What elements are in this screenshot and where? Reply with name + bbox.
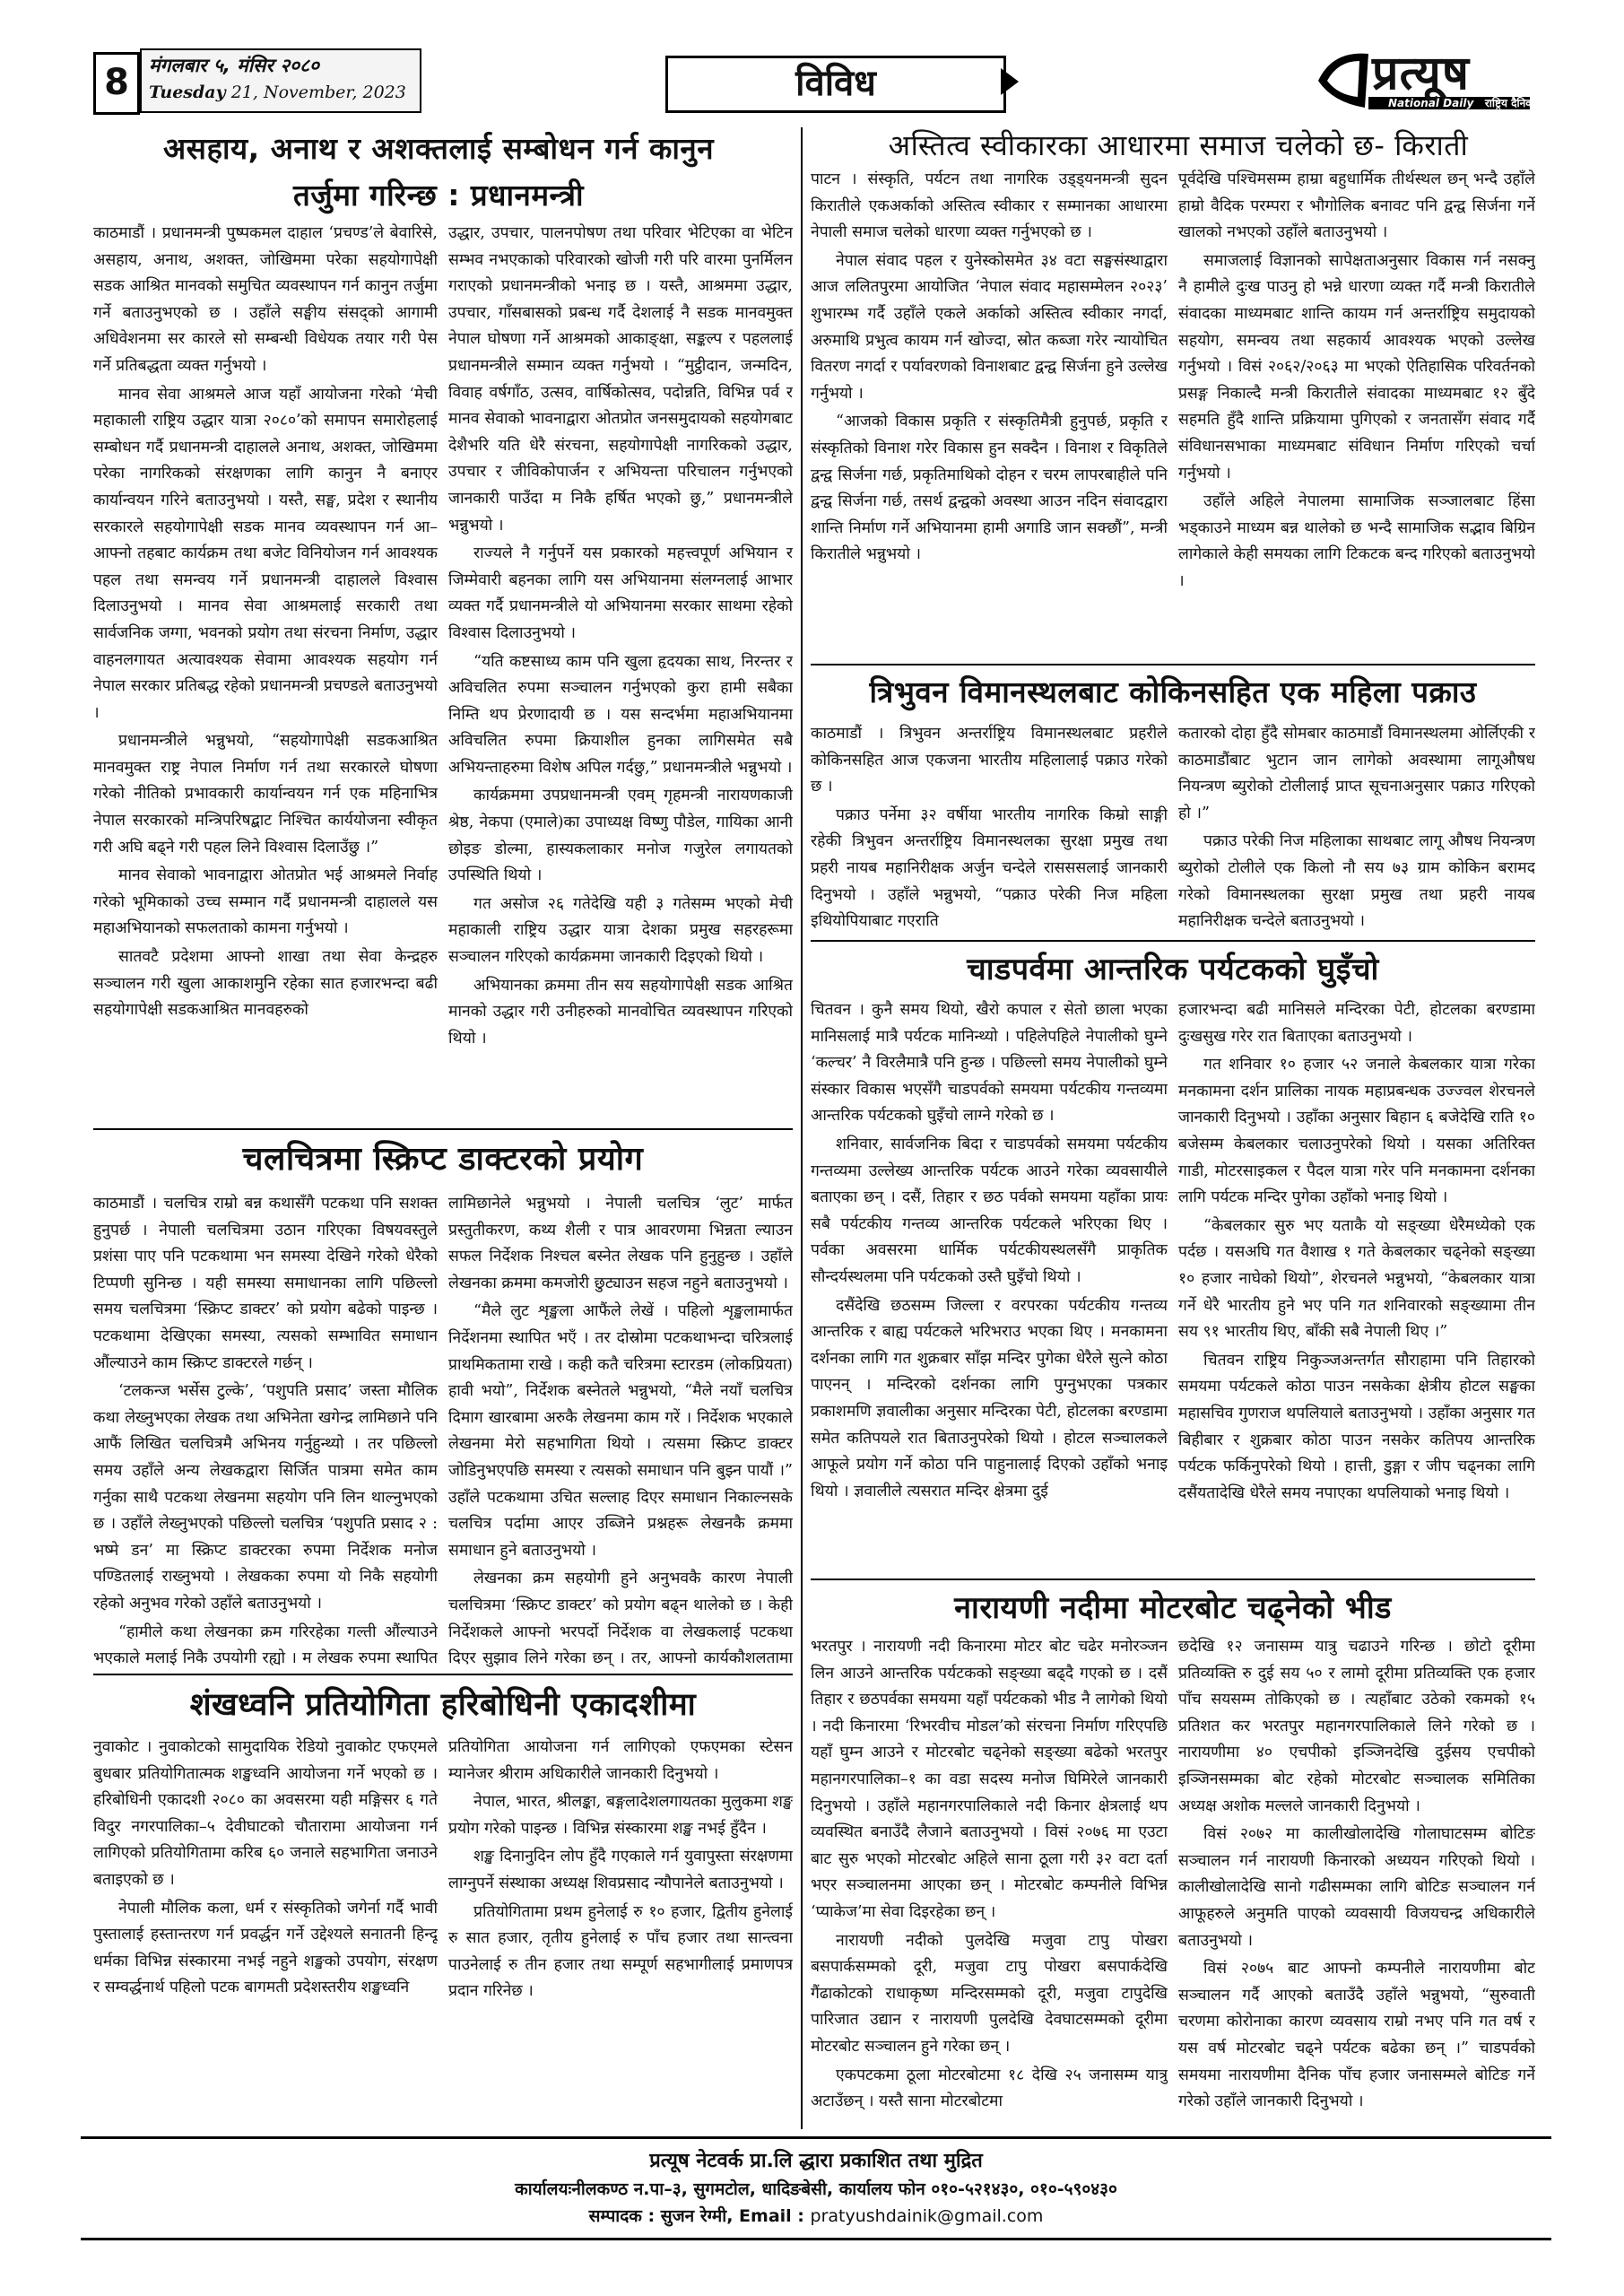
logo-subtitle: [1388, 95, 1533, 110]
pm-column-2: [448, 221, 793, 1124]
kirati-p4: पूर्वदेखि पश्चिमसम्म हाम्रा बहुधार्मिक तीर्थस्थल छन् भन्दै उहाँले हाम्रो वैदिक परम्परा र भौगोलिक बनावट पनि द्वन्द्व सिर्जना गर्ने खालको नभएको उहाँले बताउनुभयो ।: [1178, 170, 1535, 242]
film-headline: चलचित्रमा स्क्रिप्ट डाक्टरको प्रयोग: [242, 1141, 644, 1178]
shankha-p4: नेपाल, भारत, श्रीलङ्का, बङ्गलादेशलगायतका मुलुकमा शङ्ख प्रयोग गरेको पाइन्छ । विभिन्न संस्कारमा शङ्ख नभई हुँदैन ।: [448, 1793, 793, 1838]
pm-p10: गत असोज २६ गतेदेखि यही ३ गतेसम्म भएको मेची महाकाली राष्ट्रिय उद्धार यात्रा देशका प्रमुख सहरहरूमा सञ्चालन गरिएको कार्यक्रममा जानकारी दिइएको थियो ।: [448, 894, 793, 967]
boat-headline: नारायणी नदीमा मोटरबोट चढ्नेको भीड: [954, 1590, 1392, 1626]
boat-column-2: [1178, 1634, 1535, 2129]
kirati-column-1: [811, 167, 1168, 658]
logo-sub-np: राष्ट्रिय दैनिक: [1484, 97, 1534, 109]
airport-divider: [811, 664, 1535, 665]
page-number: 8: [93, 52, 140, 115]
date-nepali: मंगलबार ५, मंसिर २०८०: [149, 55, 319, 76]
shankha-column-1: [93, 1735, 438, 2129]
chhath-p6: “केबलकार सुरु भए यताकै यो सङ्ख्या धेरैमध्येको एक पर्दछ । यसअघि गत वैशाख १ गते केबलकार चढ्नेको सङ्ख्या १० हजार नाघेको थियो”, शेरचनले भन्नुभयो, “केबलकार यात्रा गर्ने धेरै भारतीय हुने भए पनि गत शनिवारको सङ्ख्यामा तीन सय ९१ भारतीय थिए, बाँकी सबै नेपाली थिए ।”: [1178, 1216, 1535, 1342]
shankha-headline: शंखध्वनि प्रतियोगिता हरिबोधिनी एकादशीमा: [189, 1687, 697, 1723]
film-p6: लेखनका क्रम सहयोगी हुने अनुभवकै कारण नेपाली चलचित्रमा ‘स्क्रिप्ट डाक्टर’ को प्रयोग बढ्न थालेको छ । केही निर्देशकले आफ्नो भरपर्दो निर्देशक वा लेखकलाई पटकथा दिएर सुझाव लिने गरेका छन् । तर, आफ्नो कार्यकौशलतामा: [448, 1570, 793, 1668]
chhath-p1: चितवन । कुनै समय थियो, खैरो कपाल र सेतो छाला भएका मानिसलाई मात्रै पर्यटक मानिन्थ्यो । पहिलेपहिले नेपालीको घुम्ने ‘कल्चर’ नै विरलैमात्रै पनि हुन्छ । पछिल्लो समय नेपालीको घुम्ने संस्कार विकास भएसँगै चाडपर्वको समयमा पर्यटकीय गन्तव्यमा आन्तरिक पर्यटकको घुइँचो लाग्ने गरेको छ ।: [811, 1001, 1168, 1126]
kirati-p3: “आजको विकास प्रकृति र संस्कृतिमैत्री हुनुपर्छ, प्रकृति र संस्कृतिको विनाश गरेर विकास हुन सक्दैन । विनाश र विकृतिले द्वन्द्व सिर्जना गर्छ, प्रकृतिमाथिको दोहन र चरम लापरबाहीले पनि द्वन्द्व सिर्जना गर्छ, तसर्थ द्वन्द्वको अवस्था आउन नदिन संवादद्वारा शान्ति निर्माण गर्ने अभियानमा हामी अगाडि जान सक्छौं”, मन्त्री किरातीले भन्नुभयो ।: [811, 413, 1168, 564]
shankha-column-2: [448, 1735, 793, 2129]
film-divider: [93, 1128, 793, 1130]
boat-divider: [811, 1578, 1535, 1580]
film-p5: “मैले लुट शृङ्खला आफैंले लेखें । पहिलो शृङ्खलामार्फत निर्देशनमा स्थापित भएँ । तर दोस्रोमा पटकथाभन्दा चरित्रलाई प्राथमिकतामा राखे । कही कतै चरित्रमा स्टारडम (लोकप्रियता) हावी भयो”, निर्देशक बस्नेतले भन्नुभयो, “मैले नयाँ चलचित्र दिमाग खारबामा अरुकै लेखनमा काम गरें । निर्देशक भएकाले लेखनमा मेरो सहभागिता थियो । त्यसमा स्क्रिप्ट डाक्टर जोडिनुभएपछि समस्या र त्यसको समाधान पनि बुझ्न पायौं ।” उहाँले पटकथामा उचित सल्लाह दिएर समाधान निकाल्नसके चलचित्र पर्दामा आएर उब्जिने प्रश्नहरू लेखनकै क्रममा समाधान हुने बताउनुभयो ।: [448, 1302, 793, 1560]
pm-p9: कार्यक्रममा उपप्रधानमन्त्री एवम् गृहमन्त्री नारायणकाजी श्रेष्ठ, नेकपा (एमाले)का उपाध्यक्ष विष्णु पौडेल, गायिका आनी छोइङ डोल्मा, हास्यकलाकार मनोज गजुरेल लगायतको उपस्थिति थियो ।: [448, 787, 793, 885]
chhath-p2: शनिवार, सार्वजनिक बिदा र चाडपर्वको समयमा पर्यटकीय गन्तव्यमा उल्लेख्य आन्तरिक पर्यटक आउने गरेका व्यवसायीले बताएका छन् । दसैं, तिहार र छठ पर्वको समयमा यहाँका प्रायः सबै पर्यटकीय गन्तव्य आन्तरिक पर्यटकले भरिएका थिए । पर्वका अवसरमा धार्मिक पर्यटकीयस्थलसँगै प्राकृतिक सौन्दर्यस्थलमा पनि पर्यटकको उस्तै घुइँचो थियो ।: [811, 1135, 1168, 1286]
pm-p6: उद्धार, उपचार, पालनपोषण तथा परिवार भेटिएका वा भेटिन सम्भव नभएकाको परिवारको खोजी गरी परि वारमा पुनर्मिलन गराएको प्रधानमन्त्रीको भनाइ छ । यस्तै, आश्रममा उद्धार, उपचार, गाँसबासको प्रबन्ध गर्दै देशलाई नै सडक मानवमुक्त नेपाल घोषणा गर्ने आश्रमको आकाङ्क्षा, सङ्कल्प र पहललाई प्रधानमन्त्रीले सम्मान व्यक्त गर्नुभयो । “मुट्ठीदान, जन्मदिन, विवाह वर्षगाँठ, उत्सव, वार्षिकोत्सव, पदोन्नति, विभिन्न पर्व र मानव सेवाको भावनाद्वारा ओतप्रोत जनसमुदायको सहयोगबाट देशैभरि यति धेरै संरचना, सहयोगापेक्षी नागरिकको उद्धार, उपचार र जीविकोपार्जन र अभियन्ता परिचालन गर्नुभएको जानकारी पाउँदा म निकै हर्षित भएको छु,” प्रधानमन्त्रीले भन्नुभयो ।: [448, 224, 793, 535]
pm-p4: मानव सेवाको भावनाद्वारा ओतप्रोत भई आश्रमले निर्वाह गरेको भूमिकाको उच्च सम्मान गर्दै प्रधानमन्त्री दाहालले यस महाअभियानको सफलताको कामना गर्नुभयो ।: [93, 866, 438, 938]
shankha-p6: प्रतियोगितामा प्रथम हुनेलाई रु १० हजार, द्वितीय हुनेलाई रु सात हजार, तृतीय हुनेलाई रु पाँच हजार तथा सान्त्वना पाउनेलाई रु तीन हजार तथा सम्पूर्ण सहभागीलाई प्रमाणपत्र प्रदान गरिनेछ ।: [448, 1902, 793, 2001]
boat-p3: एकपटकमा ठूला मोटरबोटमा १८ देखि २५ जनासम्म यात्रु अटाउँछन् । यस्तै साना मोटरबोटमा: [811, 2066, 1168, 2111]
airport-p4: पक्राउ परेकी निज महिलाका साथबाट लागू औषध नियन्त्रण ब्युरोको टोलीले एक किलो नौ सय ७३ ग्राम कोकिन बरामद गरेको विमानस्थलका सुरक्षा प्रमुख तथा प्रहरी नायब महानिरीक्षक चन्देले बताउनुभयो ।: [1178, 832, 1535, 931]
boat-p5: विसं २०७२ मा कालीखोलादेखि गोलाघाटसम्म बोटिङ सञ्चालन गर्न नारायणी किनारको अध्ययन गरिएको थियो । कालीखोलादेखि सानो गढीसम्मका लागि बोटिङ सञ्चालन गर्न आफूहरुले अनुमति पाएको व्यवसायी विजयचन्द्र अधिकारीले बताउनुभयो ।: [1178, 1825, 1535, 1950]
film-column-2: [448, 1191, 793, 1668]
section-title: विविध: [665, 56, 1006, 113]
boat-p1: भरतपुर । नारायणी नदी किनारमा मोटर बोट चढेर मनोरञ्जन लिन आउने आन्तरिक पर्यटकको सङ्ख्या बढ्दै गएको छ । दसैं तिहार र छठपर्वका समयमा यहाँ पर्यटकको भीड नै लागेको थियो । नदी किनारमा ‘रिभरवीच मोडल’को संरचना निर्माण गरिएपछि यहाँ घुम्न आउने र मोटरबोट चढ्नेको सङ्ख्या बढेको भरतपुर महानगरपालिका–१ का वडा सदस्य मनोज घिमिरेले जानकारी दिनुभयो । उहाँले महानगरपालिकाले नदी किनार क्षेत्रलाई थप व्यवस्थित बनाउँदै लैजाने बताउनुभयो । विसं २०७६ मा एउटा बाट सुरु भएको मोटरबोट अहिले साना ठूला गरी ३२ वटा दर्ता भएर सञ्चालनमा आएका छन् । मोटरबोट कम्पनीले विभिन्न ‘प्याकेज’मा सेवा दिइरहेका छन् ।: [811, 1638, 1168, 1921]
chhath-p3: दसैंदेखि छठसम्म जिल्ला र वरपरका पर्यटकीय गन्तव्य आन्तरिक र बाह्य पर्यटकले भरिभराउ भएका थिए । मनकामना दर्शनका लागि गत शुक्रबार साँझ मन्दिर पुगेका धेरैले सुत्ने कोठा पाएनन् । मन्दिरको दर्शनका लागि पुग्नुभएका पत्रकार प्रकाशमणि ज्ञवालीका अनुसार मन्दिरका पेटी, होटलका बरण्डामा समेत कतिपयले रात बिताउनुपरेको थियो । होटल सञ्चालकले आफूले प्रयोग गर्ने कोठा पनि पाहुनालाई दिएको उहाँको भनाइ थियो । ज्ञवालीले त्यसरात मन्दिर क्षेत्रमा दुई: [811, 1296, 1168, 1500]
film-p1: काठमाडौं । चलचित्र राम्रो बन्न कथासँगै पटकथा पनि सशक्त हुनुपर्छ । नेपाली चलचित्रमा उठान गरिएका विषयवस्तुले प्रशंसा पाए पनि पटकथामा भन समस्या देखिने गरेको धेरैको टिप्पणी सुनिन्छ । यही समस्या समाधानका लागि पछिल्लो समय चलचित्रमा ‘स्क्रिप्ट डाक्टर’ को प्रयोग बढेको पाइन्छ । पटकथामा देखिएका समस्या, त्यसको सम्भावित समाधान औंल्याउने काम स्क्रिप्ट डाक्टरले गर्छन् ।: [93, 1195, 438, 1372]
footer-publisher: प्रत्यूष नेटवर्क प्रा.लि द्धारा प्रकाशित तथा मुद्रित: [649, 2150, 983, 2172]
airport-column-1: [811, 721, 1168, 936]
pm-p2: मानव सेवा आश्रमले आज यहाँ आयोजना गरेको ‘मेची महाकाली राष्ट्रिय उद्धार यात्रा २०८०’को समापन समारोहलाई सम्बोधन गर्दै प्रधानमन्त्री दाहालले अनाथ, अशक्त, जोखिममा परेका नागरिकको संरक्षणका लागि कानुन नै बनाएर कार्यान्वयन गरिने बताउनुभयो । यस्तै, सङ्घ, प्रदेश र स्थानीय सरकारले सहयोगापेक्षी सडक मानव व्यवस्थापन गर्न आ–आफ्नो तहबाट कार्यक्रम तथा बजेट विनियोजन गर्न आवश्यक पहल तथा समन्वय गर्ने प्रधानमन्त्री दाहालले विश्वास दिलाउनुभयो । मानव सेवा आश्रमलाई सरकारी तथा सार्वजनिक जग्गा, भवनको प्रयोग तथा संरचना निर्माण, उद्धार वाहनलगायत अत्यावश्यक सेवामा आवश्यक सहयोग गर्न नेपाल सरकार प्रतिबद्ध रहेको प्रधानमन्त्री प्रचण्डले बताउनुभयो ।: [93, 385, 438, 722]
shankha-divider: [93, 1674, 793, 1675]
kirati-p6: उहाँले अहिले नेपालमा सामाजिक सञ्जालबाट हिंसा भड्काउने माध्यम बन्न थालेको छ भन्दै सामाजिक सद्भाव बिग्रिन लागेकाले केही समयका लागि टिकटक बन्द गरिएको बताउनुभयो ।: [1178, 492, 1535, 590]
pm-p8: “यति कष्टसाध्य काम पनि खुला हृदयका साथ, निरन्तर र अविचलित रुपमा सञ्चालन गर्नुभएको कुरा हामी सबैका निम्ति थप प्रेरणादायी छ । यस सन्दर्भमा महाअभियानमा अविचलित रुपमा क्रियाशील हुनका लागिसमेत सबै अभियन्ताहरुमा विशेष अपिल गर्दछु,” प्रधानमन्त्रीले भन्नुभयो ।: [448, 652, 793, 777]
chhath-p5: गत शनिवार १० हजार ५२ जनाले केबलकार यात्रा गरेका मनकामना दर्शन प्रालिका नायक महाप्रबन्धक उज्ज्वल शेरचनले जानकारी दिनुभयो । उहाँका अनुसार बिहान ६ बजेदेखि राति १० बजेसम्म केबलकार चलाउनुपरेको थियो । यसका अतिरिक्त गाडी, मोटरसाइकल र पैदल यात्रा गरेर पनि मनकामना दर्शनका लागि पर्यटक मन्दिर पुगेका उहाँको भनाइ थियो ।: [1178, 1056, 1535, 1207]
boat-p4: छदेखि १२ जनासम्म यात्रु चढाउने गरिन्छ । छोटो दूरीमा प्रतिव्यक्ति रु दुई सय ५० र लामो दूरीमा प्रतिव्यक्ति एक हजार पाँच सयसम्म तोकिएको छ । त्यहाँबाट उठेको रकमको १५ प्रतिशत कर भरतपुर महानगरपालिकाले लिने गरेको छ । नारायणीमा ४० एचपीको इञ्जिनदेखि दुईसय एचपीको इञ्जिनसम्मका बोट रहेको मोटरबोट सञ्चालक समितिका अध्यक्ष अशोक मल्लले जानकारी दिनुभयो ।: [1178, 1638, 1535, 1815]
boat-p2: नारायणी नदीको पुलदेखि मजुवा टापु पोखरा बसपार्कसम्मको दूरी, मजुवा टापु पोखरा बसपार्कदेखि गैंढाकोटको राधाकृष्ण मन्दिरसम्मको दूरी, मजुवा टापुदेखि पारिजात उद्यान र नारायणी पुलदेखि देवघाटसम्मको दूरीमा मोटरबोट सञ्चालन हुने गरेका छन् ।: [811, 1931, 1168, 2056]
film-column-1: [93, 1191, 438, 1668]
footer-address: कार्यालयःनीलकण्ठ न.पा–३, सुगमटोल, धादिङबेसी, कार्यालय फोन ०१०-५२१४३०, ०१०-५९०४३०: [515, 2179, 1117, 2199]
shankha-p2: नेपाली मौलिक कला, धर्म र संस्कृतिको जगेर्ना गर्दै भावी पुस्तालाई हस्तान्तरण गर्न प्रवर्द्धन गर्ने उद्देश्यले सनातनी हिन्दू धर्मका विभिन्न संस्कारमा नभई नहुने शङ्खको उपयोग, संरक्षण र सम्वर्द्धनार्थ पहिलो पटक बागमती प्रदेशस्तरीय शङ्खध्वनि: [93, 1899, 438, 1997]
date-english: [149, 83, 406, 102]
pm-p3: प्रधानमन्त्रीले भन्नुभयो, “सहयोगापेक्षी सडकआश्रित मानवमुक्त राष्ट्र नेपाल निर्माण गर्न तथा सरकारले घोषणा गरेको नीतिको प्रभावकारी कार्यान्वयन गर्न एक महिनाभित्र नेपाल सरकारको मन्त्रिपरिषद्बाट निश्चित कार्ययोजना स्वीकृत गरी अघि बढ्ने गरी पहल लिने विश्वास दिलाउँछु ।”: [93, 732, 438, 857]
airport-headline: त्रिभुवन विमानस्थलबाट कोकिनसहित एक महिला पक्राउ: [869, 674, 1477, 709]
date-english-day: Tuesday: [149, 83, 226, 102]
footer: [81, 2136, 1551, 2240]
film-p3: “हामीले कथा लेखनका क्रम गरिरहेका गल्ती औंल्याउने भएकाले मलाई निकै उपयोगी रह्यो । म लेखक रुपमा स्थापित: [93, 1622, 438, 1668]
pm-headline-2: तर्जुमा गरिन्छ : प्रधानमन्त्री: [292, 178, 585, 213]
shankha-p1: नुवाकोट । नुवाकोटको सामुदायिक रेडियो नुवाकोट एफएमले बुधबार प्रतियोगितात्मक शङ्खध्वनि आयोजना गर्ने भएको छ । हरिबोधिनी एकादशी २०८० का अवसरमा यही मङ्गिसर ६ गते विदुर नगरपालिका–५ देवीघाटको चौतारामा आयोजना गर्न लागिएको प्रतियोगितामा करिब ६० जनाले सहभागिता जनाउने बताइएको छ ।: [93, 1738, 438, 1889]
boat-column-1: [811, 1634, 1168, 2129]
shankha-p5: शङ्ख दिनानुदिन लोप हुँदै गएकाले गर्न युवापुस्ता संरक्षणमा लाग्नुपर्ने संस्थाका अध्यक्ष शिवप्रसाद न्यौपानेले बताउनुभयो ।: [448, 1848, 793, 1892]
film-p4: लामिछानेले भन्नुभयो । नेपाली चलचित्र ‘लुट’ मार्फत प्रस्तुतीकरण, कथ्य शैली र पात्र आवरणमा भिन्नता ल्याउन सफल निर्देशक निश्चल बस्नेत लेखक पनि हुनुहुन्छ । उहाँले लेखनका क्रममा कमजोरी छुट्याउन सहज नहुने बताउनुभयो ।: [448, 1195, 793, 1292]
kirati-column-2: [1178, 167, 1535, 658]
chhath-column-1: [811, 997, 1168, 1575]
footer-email-link[interactable]: pratyushdainik@gmail.com: [810, 2206, 1044, 2226]
kirati-headline: अस्तित्व स्वीकारका आधारमा समाज चलेको छ- किराती: [888, 128, 1469, 162]
logo-sub-en: National Daily: [1388, 97, 1474, 109]
kirati-p1: पाटन । संस्कृति, पर्यटन तथा नागरिक उड्ड्यनमन्त्री सुदन किरातीले एकअर्काको अस्तित्व स्वीकार र सम्मानका आधारमा नेपाली समाज चलेको धारणा व्यक्त गर्नुभएको छ ।: [811, 170, 1168, 242]
chhath-column-2: [1178, 997, 1535, 1575]
kirati-p5: समाजलाई विज्ञानको सापेक्षताअनुसार विकास गर्न नसक्नु नै हामीले दुःख पाउनु हो भन्ने धारणा व्यक्त गर्दै मन्त्री किरातीले संवादका माध्यमबाट शान्ति कायम गर्न अन्तर्राष्ट्रिय समुदायको सहयोग, समन्वय तथा सहकार्य आवश्यक भएको उल्लेख गर्नुभयो । विसं २०६२/२०६३ मा भएको ऐतिहासिक परिवर्तनको प्रसङ्ग निकाल्दै मन्त्री किरातीले संवादका माध्यमबाट १२ बुँदे सहमति हुँदै शान्ति प्रक्रियामा पुगिएको र जनतासँग संवाद गर्दै संविधानसभाका माध्यमबाट संविधान निर्माण गरिएको चर्चा गर्नुभयो ।: [1178, 251, 1535, 483]
logo-name: प्रत्यूष: [1372, 47, 1470, 100]
pm-p1: काठमाडौं । प्रधानमन्त्री पुष्पकमल दाहाल ‘प्रचण्ड’ले बेवारिसे, असहाय, अनाथ, अशक्त, जोखिममा परेका सहयोगापेक्षी सडक आश्रित मानवको समुचित व्यवस्थापन गर्न कानुन तर्जुमा गर्ने बताउनुभएको छ । उहाँले सङ्घीय संसद्को आगामी अधिवेशनमा सर कारले सो सम्बन्धी विधेयक तयार गरी पेस गर्ने प्रतिबद्धता व्यक्त गर्नुभयो ।: [93, 224, 438, 375]
pm-p11: अभियानका क्रममा तीन सय सहयोगापेक्षी सडक आश्रित मानको उद्धार गरी उनीहरुको मानवोचित व्यवस्थापन गरिएको थियो ।: [448, 976, 793, 1048]
airport-p1: काठमाडौं । त्रिभुवन अन्तर्राष्ट्रिय विमानस्थलबाट प्रहरीले कोकिनसहित आज एकजना भारतीय महिलालाई पक्राउ गरेको छ ।: [811, 725, 1168, 796]
boat-p6: विसं २०७५ बाट आफ्नो कम्पनीले नारायणीमा बोट सञ्चालन गर्दै आएको बताउँदै उहाँले भन्नुभयो, “सुरुवाती चरणमा कोरोनाका कारण व्यवसाय राम्रो नभए पनि गत वर्ष र यस वर्ष मोटरबोट चढ्ने पर्यटक बढेका छन् ।” चाडपर्वको समयमा नारायणीमा दैनिक पाँच हजार जनासम्मले बोटिङ गर्ने गरेको उहाँले जानकारी दिनुभयो ।: [1178, 1960, 1535, 2111]
footer-editor-label: सम्पादक : सुजन रेग्मी, Email :: [588, 2206, 804, 2226]
triangle-right-icon: [1001, 68, 1019, 95]
date-box: [140, 48, 421, 113]
column-divider: [801, 127, 803, 2129]
footer-editor: [81, 2204, 1551, 2227]
airport-column-2: [1178, 721, 1535, 936]
pm-p7: राज्यले नै गर्नुपर्ने यस प्रकारको महत्त्वपूर्ण अभियान र जिम्मेवारी बहनका लागि यस अभियानमा संलग्नलाई आभार व्यक्त गर्दै प्रधानमन्त्रीले यो अभियानमा सरकार साथमा रहेको विश्वास दिलाउनुभयो ।: [448, 544, 793, 642]
pm-column-1: [93, 221, 438, 1124]
chhath-headline: चाडपर्वमा आन्तरिक पर्यटकको घुइँचो: [967, 952, 1379, 987]
chhath-p4: हजारभन्दा बढी मानिसले मन्दिरका पेटी, होटलका बरण्डामा दुःखसुख गरेर रात बिताएका बताउनुभयो ।: [1178, 1001, 1535, 1046]
kirati-p2: नेपाल संवाद पहल र युनेस्कोसमेत ३४ वटा सङ्घसंस्थाद्वारा आज ललितपुरमा आयोजित ‘नेपाल संवाद महासम्मेलन २०२३’ शुभारम्भ गर्दै उहाँले एकले अर्काको अस्तित्व स्वीकार नगर्दा, अरुमाथि प्रभुत्व कायम गर्न खोज्दा, स्रोत कब्जा गरेर न्यायोचित वितरण नगर्दा र पर्यावरणको विनाशबाट द्वन्द्व सिर्जना हुने उल्लेख गर्नुभयो ।: [811, 251, 1168, 403]
date-english-value: 21, November, 2023: [230, 83, 406, 102]
chhath-divider: [811, 940, 1535, 942]
film-p2: ‘टलकन्ज भर्सेस टुल्के’, ‘पशुपति प्रसाद’ जस्ता मौलिक कथा लेख्नुभएका लेखक तथा अभिनेता खगेन्द्र लामिछाने पनि आफैं लिखित चलचित्रमै अभिनय गर्नुहुन्थ्यो । तर पछिल्लो समय उहाँले अन्य लेखकद्वारा सिर्जित पात्रमा समेत काम गर्नुका साथै पटकथा लेखनमा सहयोग पनि लिन थाल्नुभएको छ । उहाँले लेख्नुभएको पछिल्लो चलचित्र ‘पशुपति प्रसाद २ : भष्मे डन’ मा स्क्रिप्ट डाक्टरका रुपमा निर्देशक मनोज पण्डितलाई राख्नुभयो । लेखकका रुपमा यो निकै सहयोगी रहेको अनुभव गरेको उहाँले बताउनुभयो ।: [93, 1382, 438, 1613]
airport-p2: पक्राउ पर्नेमा ३२ वर्षीया भारतीय नागरिक किम्रो साङ्गी रहेकी त्रिभुवन अन्तर्राष्ट्रिय विमानस्थलका सुरक्षा प्रमुख तथा प्रहरी नायब महानिरीक्षक अर्जुन चन्देले रासससलाई जानकारी दिनुभयो । उहाँले भन्नुभयो, “पक्राउ परेकी निज महिला इथियोपियाबाट गएराति: [811, 805, 1168, 931]
airport-p3: कतारको दोहा हुँदै सोमबार काठमाडौं विमानस्थलमा ओर्लिएकी र काठमाडौंबाट भुटान जान लागेको अवस्थामा लागूऔषध नियन्त्रण ब्युरोको टोलीलाई प्राप्त सूचनाअनुसार पक्राउ गरिएको हो ।”: [1178, 725, 1535, 822]
pm-headline-1: असहाय, अनाथ र अशक्तलाई सम्बोधन गर्न कानुन: [162, 131, 715, 166]
pm-p5: सातवटै प्रदेशमा आफ्नो शाखा तथा सेवा केन्द्रहरु सञ्चालन गरी खुला आकाशमुनि रहेका सात हजारभन्दा बढी सहयोगापेक्षी सडकआश्रित मानवहरुको: [93, 948, 438, 1020]
chhath-p7: चितवन राष्ट्रिय निकुञ्जअन्तर्गत सौराहामा पनि तिहारको समयमा पर्यटकले कोठा पाउन नसकेका क्षेत्रीय होटल सङ्घका महासचिव गुणराज थपलियाले बताउनुभयो । उहाँका अनुसार गत बिहीबार र शुक्रबार कोठा पाउन नसकेर कतिपय आन्तरिक पर्यटक फर्किनुपरेको थियो । हात्ती, डुङ्गा र जीप चढ्नका लागि दसैंयतादेखि धेरैले समय नपाएका थपलियाको भनाइ थियो ।: [1178, 1351, 1535, 1502]
shankha-p3: प्रतियोगिता आयोजना गर्न लागिएको एफएमका स्टेसन म्यानेजर श्रीराम अधिकारीले जानकारी दिनुभयो ।: [448, 1738, 793, 1783]
